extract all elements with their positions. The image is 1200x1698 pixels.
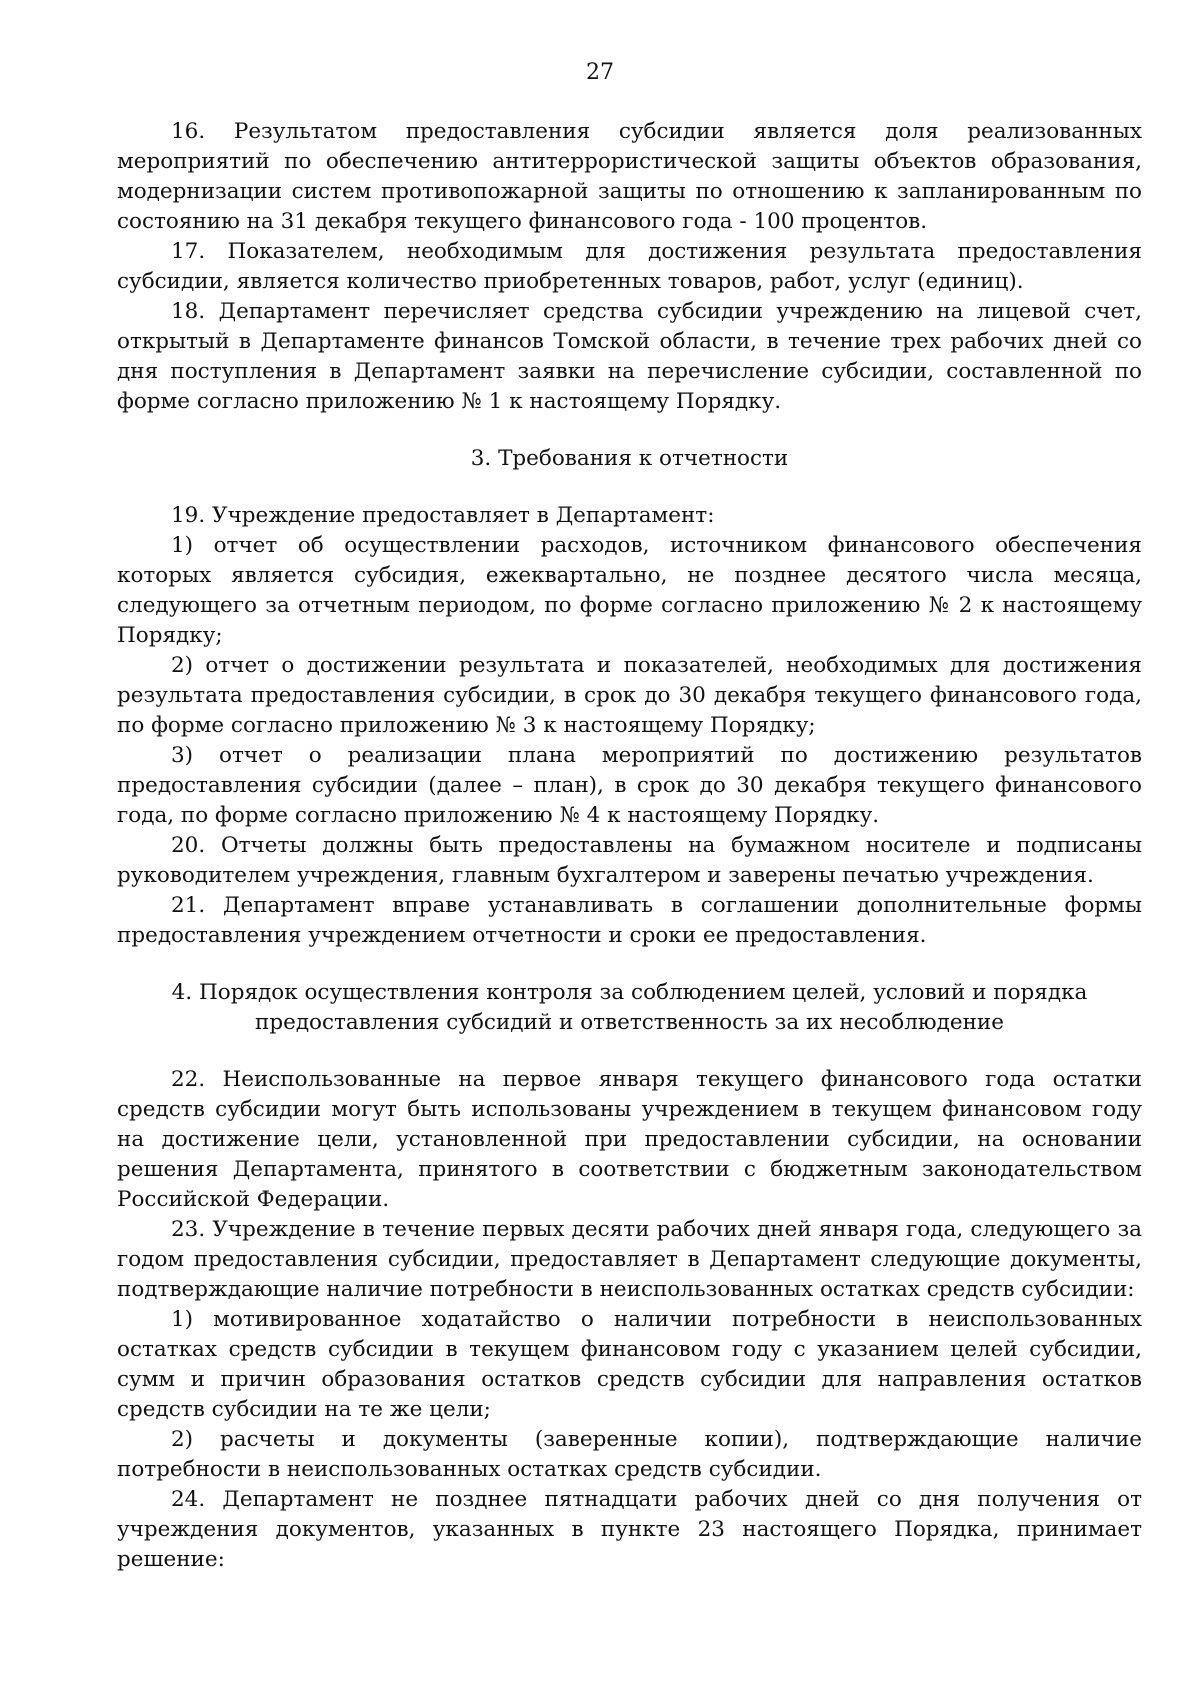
paragraph-21: 21. Департамент вправе устанавливать в соглашении дополнительные формы предоставления учреждением отчетности и сроки ее предоставления. — [117, 893, 1142, 948]
page-number: 27 — [586, 60, 614, 85]
paragraph-18: 18. Департамент перечисляет средства субсидии учреждению на лицевой счет, открытый в Департаменте финансов Томской области, в течение трех рабочих дней со дня поступления в Департамент заявки на перечисление субсидии, составленной по форме согласно приложению № 1 к настоящему Порядку. — [117, 299, 1142, 414]
paragraph-23-1: 1) мотивированное ходатайство о наличии потребности в неиспользованных остатках средств субсидии в текущем финансовом году с указанием целей субсидии, сумм и причин образования остатков средств субсидии для направления остатков средств субсидии на те же цели; — [117, 1307, 1142, 1422]
paragraph-19-2: 2) отчет о достижении результата и показателей, необходимых для достижения результата предоставления субсидии, в срок до 30 декабря текущего финансового года, по форме согласно приложению № 3 к настоящему Порядку; — [117, 653, 1142, 738]
section-3-heading: 3. Требования к отчетности — [470, 446, 789, 471]
document-body — [117, 117, 1142, 1575]
paragraph-23: 23. Учреждение в течение первых десяти рабочих дней января года, следующего за годом предоставления субсидии, предоставляет в Департамент следующие документы, подтверждающие наличие потребности в неиспользованных остатках средств субсидии: — [117, 1217, 1142, 1302]
paragraph-16: 16. Результатом предоставления субсидии является доля реализованных мероприятий по обеспечению антитеррористической защиты объектов образования, модернизации систем противопожарной защиты по отношению к запланированным по состоянию на 31 декабря текущего финансового года - 100 процентов. — [117, 119, 1142, 234]
paragraph-24: 24. Департамент не позднее пятнадцати рабочих дней со дня получения от учреждения документов, указанных в пункте 23 настоящего Порядка, принимает решение: — [117, 1487, 1142, 1572]
paragraph-20: 20. Отчеты должны быть предоставлены на бумажном носителе и подписаны руководителем учреждения, главным бухгалтером и заверены печатью учреждения. — [117, 833, 1142, 888]
paragraph-17: 17. Показателем, необходимым для достижения результата предоставления субсидии, является количество приобретенных товаров, работ, услуг (единиц). — [117, 239, 1142, 294]
paragraph-19-1: 1) отчет об осуществлении расходов, источником финансового обеспечения которых является субсидия, ежеквартально, не позднее десятого числа месяца, следующего за отчетным периодом, по форме согласно приложению № 2 к настоящему Порядку; — [117, 533, 1142, 648]
section-4-heading: 4. Порядок осуществления контроля за соблюдением целей, условий и порядка предоставления субсидий и ответственность за их несоблюдение — [171, 980, 1088, 1035]
paragraph-23-2: 2) расчеты и документы (заверенные копии), подтверждающие наличие потребности в неиспользованных остатках средств субсидии. — [117, 1427, 1142, 1482]
paragraph-19: 19. Учреждение предоставляет в Департамент: — [171, 503, 715, 528]
paragraph-19-3: 3) отчет о реализации плана мероприятий по достижению результатов предоставления субсидии (далее – план), в срок до 30 декабря текущего финансового года, по форме согласно приложению № 4 к настоящему Порядку. — [117, 743, 1142, 828]
paragraph-22: 22. Неиспользованные на первое января текущего финансового года остатки средств субсидии могут быть использованы учреждением в текущем финансовом году на достижение цели, установленной при предоставлении субсидии, на основании решения Департамента, принятого в соответствии с бюджетным законодательством Российской Федерации. — [117, 1067, 1142, 1212]
